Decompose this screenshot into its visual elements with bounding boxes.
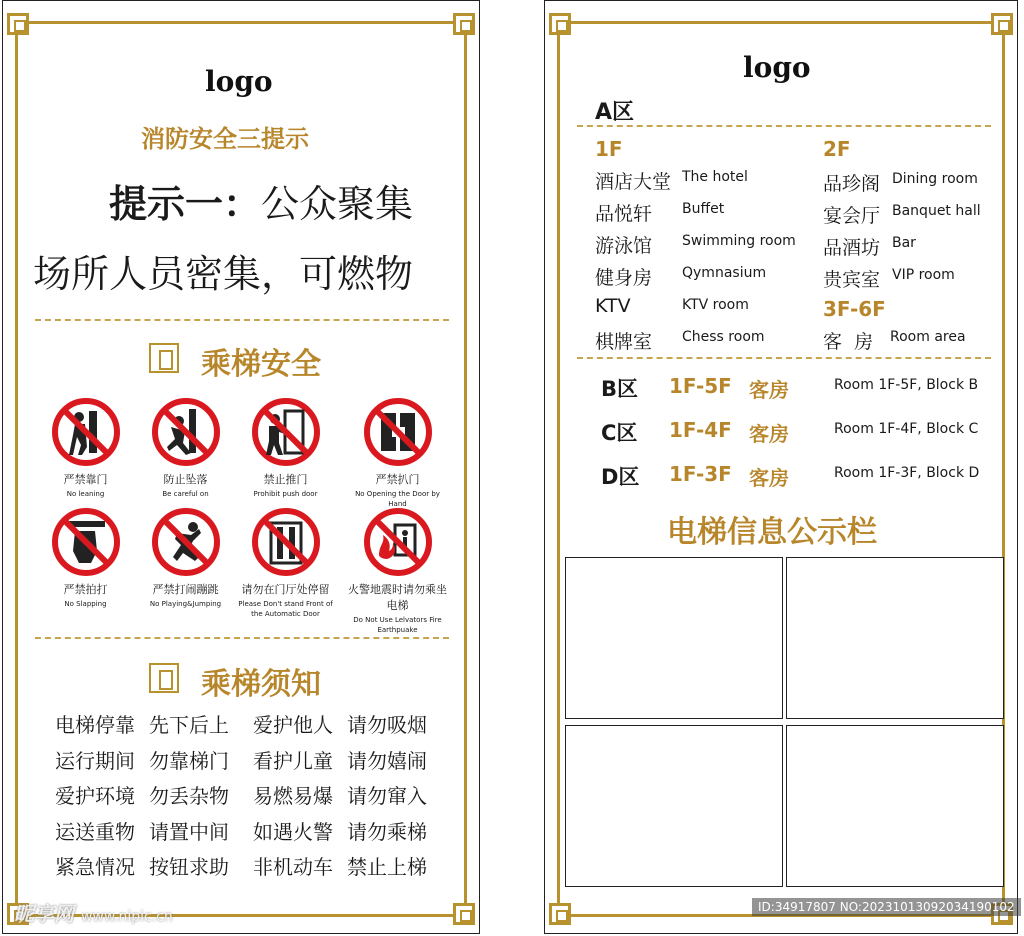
sign-label-en: Prohibit push door [253,490,318,498]
facility-name-en: Bar [892,235,916,251]
no-leaning-icon [51,397,121,467]
elevator-safety-title: 乘梯安全 [201,347,321,382]
fire-safety-poster [2,0,480,934]
zone-a-label: A区 [595,100,635,125]
sign-label-en: No leaning [66,490,105,498]
notice-item: 非机动车 [253,855,333,879]
sign-no-slapping [33,507,138,609]
notice-item: 勿丢杂物 [149,784,229,808]
no-push-door-icon [251,397,321,467]
watermark-url: www.nipic.cn [80,909,173,925]
notice-item: 爱护他人 [253,713,333,737]
facility-name-en: Qymnasium [682,265,767,281]
notice-item: 运行期间 [55,749,135,773]
frame-corner-ornament [453,903,475,925]
zone-type: 客房 [749,422,789,446]
logo: logo [743,51,811,84]
facility-name: 品珍阁 [823,173,881,195]
divider [577,357,991,359]
sign-no-falling [133,397,238,499]
watermark-site [14,898,173,927]
facility-name: 酒店大堂 [595,171,672,193]
elevator-directory-poster [544,0,1018,934]
facility-name: KTV [595,295,631,317]
sign-label: 严禁打闹蹦跳 [152,583,219,596]
zone-type: 客房 [749,378,789,402]
zone-floors: 1F-4F [669,418,732,442]
fire-safety-subtitle: 消防安全三提示 [141,125,309,153]
notice-item: 电梯停靠 [55,713,135,737]
sign-label: 严禁靠门 [63,473,108,486]
no-standing-icon [251,507,321,577]
floor-1f-label: 1F [595,137,623,161]
notice-item: 先下后上 [149,713,229,737]
bulletin-title: 电梯信息公示栏 [667,515,877,550]
no-jumping-icon [151,507,221,577]
facility-name: 品悦轩 [595,203,653,225]
sign-label: 严禁扒门 [375,473,420,486]
no-elevator-fire-icon [363,507,433,577]
notice-item: 紧急情况 [55,855,135,879]
notice-item: 请勿吸烟 [347,713,427,737]
facility-name: 棋牌室 [595,331,653,353]
frame-corner-ornament [453,13,475,35]
tip-one-line [109,173,413,228]
no-slapping-icon [51,507,121,577]
sign-label-en: Be careful on [162,490,209,498]
sign-label: 防止坠落 [163,473,208,486]
facility-name-en: The hotel [682,169,748,185]
bulletin-board-slot [786,725,1004,887]
facility-name: 贵宾室 [823,269,881,291]
bulletin-board-slot [565,557,783,719]
notice-item: 请勿乘梯 [347,820,427,844]
facility-name-en: Banquet hall [892,203,981,219]
notice-item: 看护儿童 [253,749,333,773]
sign-no-standing [233,507,338,619]
facility-name-en: VIP room [892,267,955,283]
notice-item: 请置中间 [149,820,229,844]
facility-name: 品酒坊 [823,237,881,259]
floor-3f6f-label: 3F-6F [823,297,886,321]
sign-label-en: Please Don't stand Front of the Automatic Door [238,600,333,618]
watermark-site-name: 昵享网 [14,902,74,926]
notice-item: 按钮求助 [149,855,229,879]
facility-name-en: KTV room [682,297,749,313]
elevator-icon [149,663,179,693]
notice-item: 易燃易爆 [253,784,333,808]
zone-floors: 1F-5F [669,374,732,398]
facility-name: 游泳馆 [595,235,653,257]
frame-corner-ornament [549,903,571,925]
frame-corner-ornament [549,13,571,35]
tip-one-text: 公众聚集 [261,182,414,226]
tip-one-line-2: 场所人员密集，可燃物 [33,252,414,296]
zone-label: B区 [601,377,639,401]
facility-name-en: Room area [890,329,966,345]
zone-label: C区 [601,421,638,445]
notice-item: 禁止上梯 [347,855,427,879]
no-falling-icon [151,397,221,467]
notice-item: 如遇火警 [253,820,333,844]
sign-label-en: No Slapping [64,600,107,608]
facility-name: 健身房 [595,267,653,289]
sign-label: 请勿在门厅处停留 [241,583,330,596]
sign-label-en: No Playing&Jumping [149,600,222,608]
sign-no-leaning [33,397,138,499]
sign-no-elevator-fire [345,507,450,635]
notice-item: 运送重物 [55,820,135,844]
facility-name: 宴会厅 [823,205,881,227]
logo: logo [205,65,273,98]
bulletin-board-slot [565,725,783,887]
sign-label-en: Do Not Use Lelvators Fire Earthpuake [353,616,442,634]
notice-item: 请勿窜入 [347,784,427,808]
divider [35,319,449,321]
zone-floors: 1F-3F [669,462,732,486]
zone-label: D区 [601,465,640,489]
watermark-id: ID:34917807 NO:20231013092034190102 [752,898,1021,916]
floor-2f-label: 2F [823,137,851,161]
notice-item: 爱护环境 [55,784,135,808]
elevator-notice-title: 乘梯须知 [201,667,321,702]
bulletin-board-slot [786,557,1004,719]
sign-no-push-door [233,397,338,499]
notice-item: 请勿嬉闹 [347,749,427,773]
sign-no-pry-door [345,397,450,509]
facility-name-en: Buffet [682,201,725,217]
zone-description: Room 1F-4F, Block C [834,421,979,437]
facility-name-en: Dining room [892,171,978,187]
sign-no-jumping [133,507,238,609]
divider [35,637,449,639]
facility-name-en: Swimming room [682,233,796,249]
sign-label: 火警地震时请勿乘坐电梯 [348,583,447,612]
frame-corner-ornament [7,13,29,35]
zone-description: Room 1F-5F, Block B [834,377,979,393]
zone-description: Room 1F-3F, Block D [834,465,980,481]
sign-label-en: No Opening the Door by Hand [355,490,440,508]
sign-label: 禁止推门 [263,473,308,486]
divider [577,125,991,127]
notice-item: 勿靠梯门 [149,749,229,773]
facility-name-en: Chess room [682,329,765,345]
zone-type: 客房 [749,466,789,490]
elevator-icon [149,343,179,373]
facility-name: 客 房 [823,331,874,353]
frame-corner-ornament [991,13,1013,35]
sign-label: 严禁拍打 [63,583,108,596]
tip-one-label: 提示一： [109,182,262,226]
no-pry-door-icon [363,397,433,467]
